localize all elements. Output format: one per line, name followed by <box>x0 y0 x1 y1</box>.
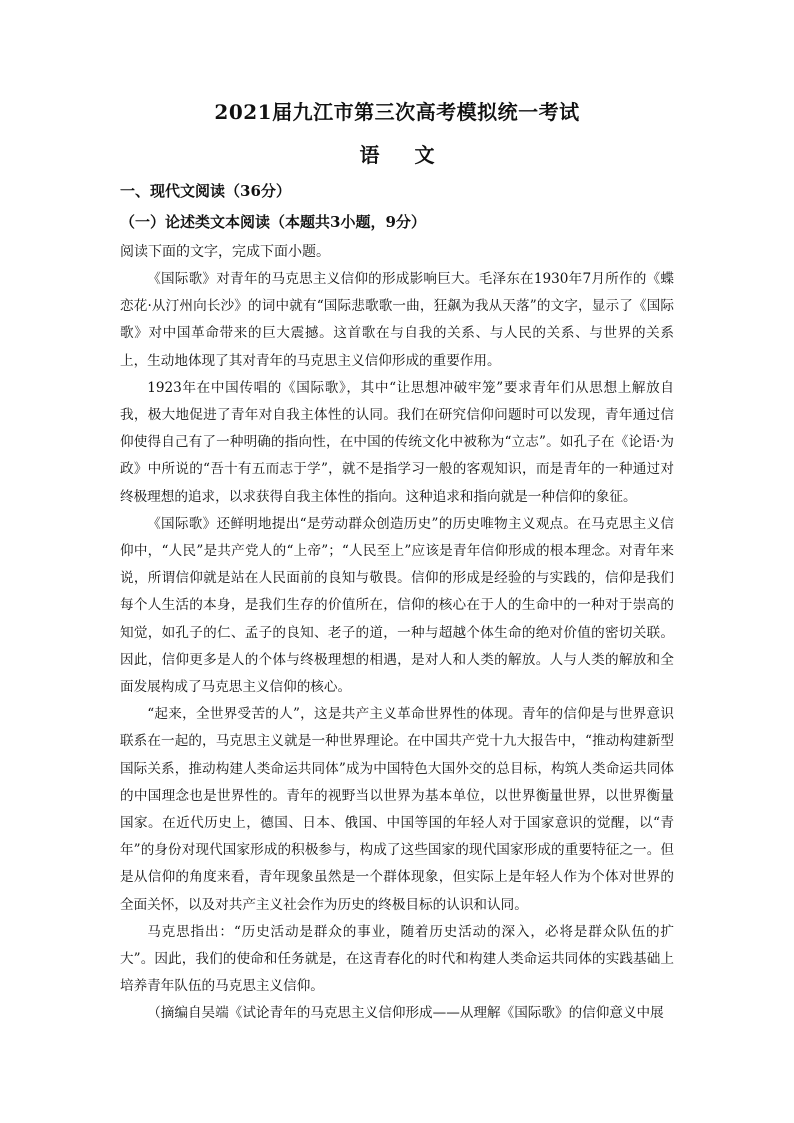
paragraph-4: “起来，全世界受苦的人”，这是共产主义革命世界性的体现。青年的信仰是与世界意识联系在一起的，马克思主义就是一种世界理论。在中国共产党十九大报告中，“推动构建新型国际关系，推动构建人类命运共同体”成为中国特色大国外交的总目标，构筑人类命运共同体的中国理念也是世界性的。青年的视野当以世界为基本单位，以世界衡量世界，以世界衡量国家。在近代历史上，德国、日本、俄国、中国等国的年轻人对于国家意识的觉醒，以“青年”的身份对现代国家形成的积极参与，构成了这些国家的现代国家形成的重要特征之一。但是从信仰的角度来看，青年现象虽然是一个群体现象，但实际上是年轻人作为个体对世界的全面关怀，以及对共产主义社会作为历史的终极目标的认识和认同。 <box>120 706 674 913</box>
reading-passage <box>120 266 674 1028</box>
paragraph-3: 《国际歌》还鲜明地提出“是劳动群众创造历史”的历史唯物主义观点。在马克思主义信仰中，“人民”是共产党人的“上帝”；“人民至上”应该是青年信仰形成的根本理念。对青年来说，所谓信仰就是站在人民面前的良知与敬畏。信仰的形成是经验的与实践的，信仰是我们每个人生活的本身，是我们生存的价值所在，信仰的核心在于人的生命中的一种对于崇高的知觉，如孔子的仁、孟子的良知、老子的道，一种与超越个体生命的绝对价值的密切关联。因此，信仰更多是人的个体与终极理想的相遇，是对人和人类的解放。人与人类的解放和全面发展构成了马克思主义信仰的核心。 <box>120 515 674 696</box>
exam-title: 2021届九江市第三次高考模拟统一考试 <box>214 100 580 124</box>
sub-section-heading: （一）论述类文本阅读（本题共3小题，9分） <box>120 213 426 231</box>
subject-title: 语 文 <box>359 143 435 167</box>
section-heading: 一、现代文阅读（36分） <box>120 182 291 200</box>
paragraph-2: 1923年在中国传唱的《国际歌》，其中“让思想冲破牢笼”要求青年们从思想上解放自我，极大地促进了青年对自我主体性的认同。我们在研究信仰问题时可以发现，青年通过信仰使得自己有了一种明确的指向性，在中国的传统文化中被称为“立志”。如孔子在《论语·为政》中所说的“吾十有五而志于学”，就不是指学习一般的客观知识，而是青年的一种通过对终极理想的追求，以求获得自我主体性的指向。这种追求和指向就是一种信仰的象征。 <box>120 379 674 505</box>
source-citation: （摘编自吴端《试论青年的马克思主义信仰形成——从理解《国际歌》的信仰意义中展 <box>147 1005 664 1022</box>
paragraph-5: 马克思指出：“历史活动是群众的事业，随着历史活动的深入，必将是群众队伍的扩大”。因此，我们的使命和任务就是，在这青春化的时代和构建人类命运共同体的实践基础上培养青年队伍的马克思主义信仰。 <box>120 923 674 995</box>
paragraph-1: 《国际歌》对青年的马克思主义信仰的形成影响巨大。毛泽东在1930年7月所作的《蝶恋花·从汀州向长沙》的词中就有“国际悲歌歌一曲，狂飙为我从天落”的文字，显示了《国际歌》对中国革命带来的巨大震撼。这首歌在与自我的关系、与人民的关系、与世界的关系上，生动地体现了其对青年的马克思主义信仰形成的重要作用。 <box>120 271 674 369</box>
reading-instruction: 阅读下面的文字，完成下面小题。 <box>120 244 330 260</box>
